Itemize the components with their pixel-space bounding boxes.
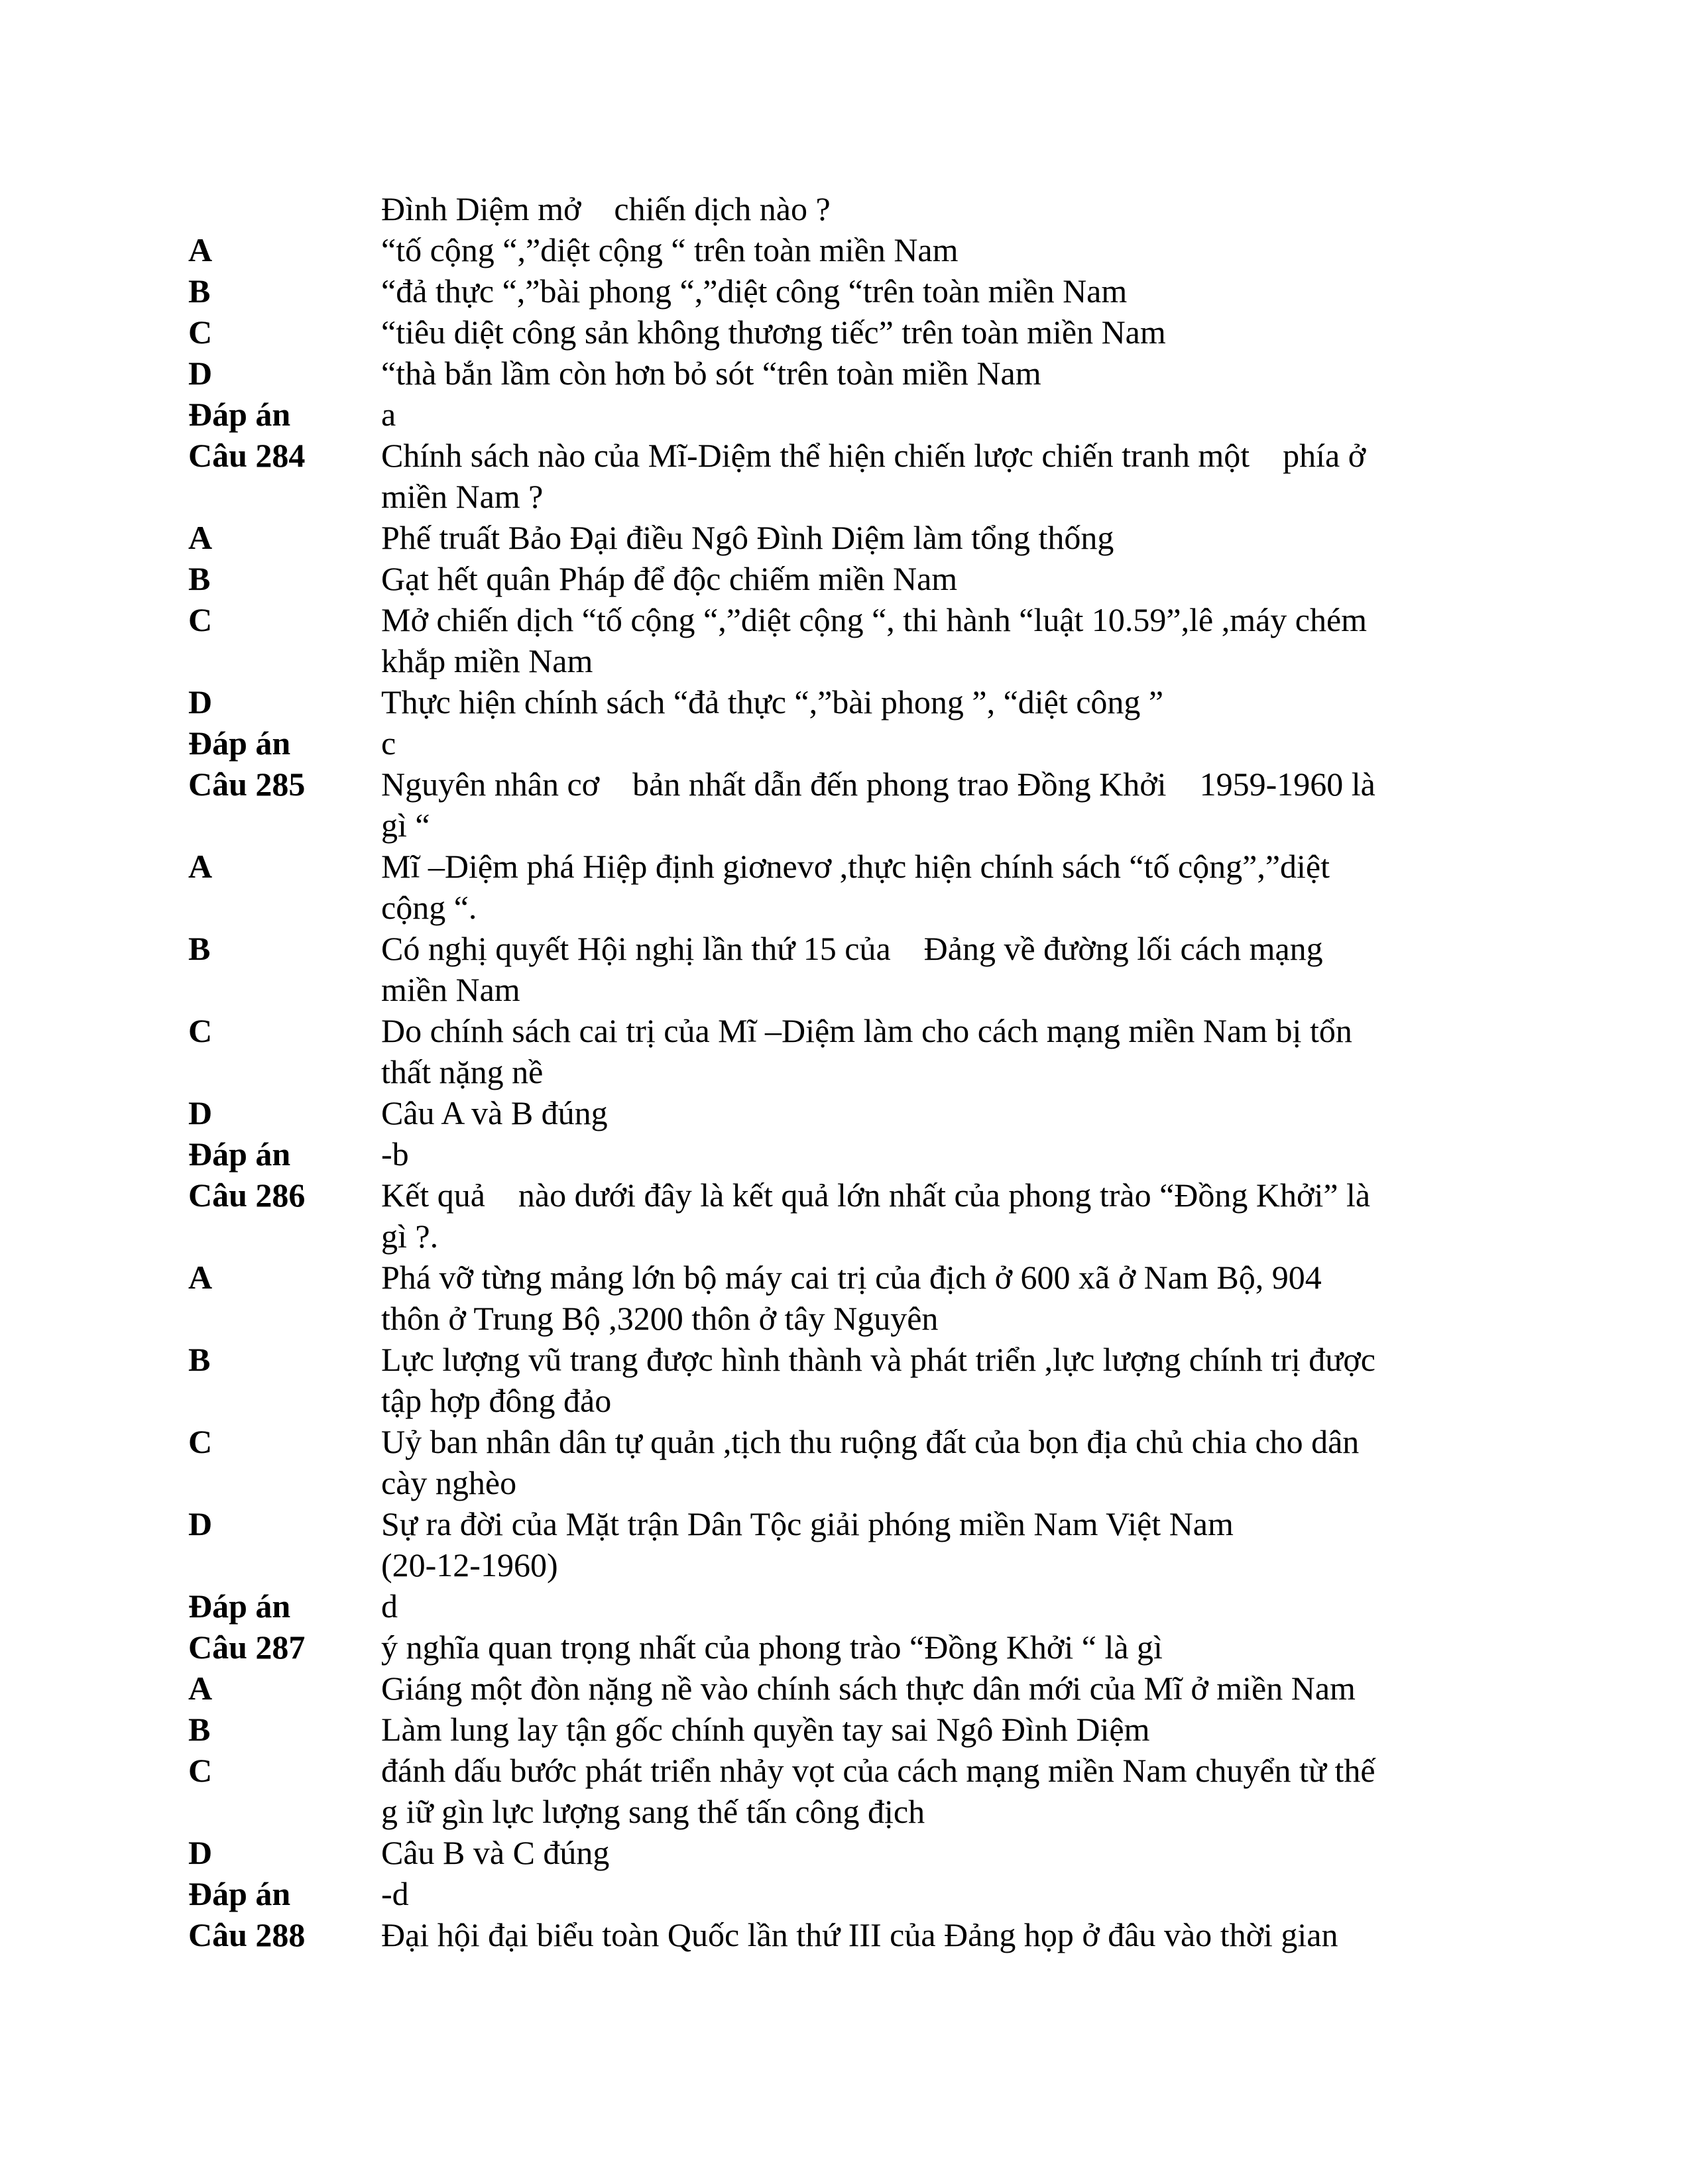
answer-label: Đáp án [188,396,291,433]
row-text: Đình Diệm mở chiến dịch nào ? [381,190,831,227]
option-label: C [188,1423,213,1460]
option-text: Mĩ –Diệm phá Hiệp định giơnevơ ,thực hiện chính sách “tố cộng”,”diệt cộng “. [381,848,1330,926]
question-row [188,1914,1487,1955]
option-text: “thà bắn lầm còn hơn bỏ sót “trên toàn miền Nam [381,355,1041,392]
option-row [188,1339,1487,1421]
question-text: Chính sách nào của Mĩ-Diệm thể hiện chiến lược chiến tranh một phía ở miền Nam ? [381,437,1366,515]
option-text: Phá vỡ từng mảng lớn bộ máy cai trị của địch ở 600 xã ở Nam Bộ, 904 thôn ở Trung Bộ ,3200 thôn ở tây Nguyên [381,1259,1322,1337]
answer-row [188,722,1487,764]
answer-text: a [381,396,396,433]
option-text: Làm lung lay tận gốc chính quyền tay sai Ngô Đình Diệm [381,1711,1150,1748]
option-label: D [188,1094,213,1131]
option-label: B [188,1711,211,1748]
answer-row [188,1585,1487,1627]
option-text: Mở chiến dịch “tố cộng “,”diệt cộng “, thi hành “luật 10.59”,lê ,máy chém khắp miền Nam [381,601,1368,679]
question-label: Câu 284 [188,437,306,474]
answer-row [188,1873,1487,1914]
row-continuation [188,188,1487,229]
answer-label: Đáp án [188,1135,291,1173]
answer-text: -d [381,1875,409,1912]
option-row [188,1092,1487,1133]
option-row [188,1668,1487,1709]
answer-text: -b [381,1135,409,1173]
option-label: C [188,314,213,351]
option-label: C [188,1012,213,1049]
option-row [188,599,1487,681]
question-row [188,435,1487,517]
option-label: D [188,355,213,392]
option-label: B [188,560,211,597]
answer-label: Đáp án [188,724,291,762]
question-text: ý nghĩa quan trọng nhất của phong trào “Đồng Khởi “ là gì [381,1629,1163,1666]
option-text: Câu B và C đúng [381,1834,610,1871]
question-row [188,764,1487,846]
option-row [188,1709,1487,1750]
question-row [188,1627,1487,1668]
option-row [188,229,1487,270]
option-text: Giáng một đòn nặng nề vào chính sách thực dân mới của Mĩ ở miền Nam [381,1670,1356,1707]
answer-label: Đáp án [188,1875,291,1912]
option-text: Do chính sách cai trị của Mĩ –Diệm làm cho cách mạng miền Nam bị tổn thất nặng nề [381,1012,1352,1090]
option-row [188,558,1487,599]
option-label: B [188,930,211,967]
option-row [188,517,1487,558]
option-row [188,1010,1487,1092]
option-row [188,353,1487,394]
question-text: Đại hội đại biểu toàn Quốc lần thứ III của Đảng họp ở đâu vào thời gian [381,1916,1338,1953]
option-text: Uỷ ban nhân dân tự quản ,tịch thu ruộng đất của bọn địa chủ chia cho dân cày nghèo [381,1423,1360,1501]
option-row [188,270,1487,312]
option-row [188,846,1487,928]
option-row [188,928,1487,1010]
option-label: B [188,1341,211,1378]
question-label: Câu 285 [188,766,306,803]
answer-label: Đáp án [188,1587,291,1625]
option-text: “tiêu diệt công sản không thương tiếc” trên toàn miền Nam [381,314,1166,351]
option-label: A [188,1259,213,1296]
option-label: A [188,848,213,885]
option-label: D [188,1505,213,1542]
option-label: D [188,1834,213,1871]
option-text: đánh dấu bước phát triển nhảy vọt của cách mạng miền Nam chuyển từ thế g iữ gìn lực lượng sang thế tấn công địch [381,1752,1375,1830]
option-text: Sự ra đời của Mặt trận Dân Tộc giải phóng miền Nam Việt Nam (20-12-1960) [381,1505,1234,1583]
question-label: Câu 287 [188,1629,306,1666]
option-label: A [188,519,213,556]
option-text: “đả thực “,”bài phong “,”diệt công “trên toàn miền Nam [381,272,1128,310]
option-text: Gạt hết quân Pháp để độc chiếm miền Nam [381,560,958,597]
option-label: C [188,601,213,638]
option-label: D [188,683,213,720]
option-text: Thực hiện chính sách “đả thực “,”bài phong ”, “diệt công ” [381,683,1164,720]
option-text: “tố cộng “,”diệt cộng “ trên toàn miền Nam [381,231,959,268]
option-row [188,1750,1487,1832]
option-text: Phế truất Bảo Đại điều Ngô Đình Diệm làm tổng thống [381,519,1114,556]
option-row [188,1503,1487,1585]
option-row [188,312,1487,353]
option-label: C [188,1752,213,1789]
question-label: Câu 288 [188,1916,306,1953]
question-row [188,1175,1487,1257]
option-text: Có nghị quyết Hội nghị lần thứ 15 của Đảng về đường lối cách mạng miền Nam [381,930,1323,1008]
option-row [188,681,1487,722]
question-label: Câu 286 [188,1177,306,1214]
answer-row [188,394,1487,435]
option-text: Câu A và B đúng [381,1094,608,1131]
question-list [188,188,1487,1955]
option-row [188,1421,1487,1503]
answer-text: c [381,724,396,762]
question-text: Kết quả nào dưới đây là kết quả lớn nhất của phong trào “Đồng Khởi” là gì ?. [381,1177,1371,1255]
option-label: A [188,231,213,268]
option-row [188,1832,1487,1873]
answer-row [188,1133,1487,1175]
option-label: A [188,1670,213,1707]
question-text: Nguyên nhân cơ bản nhất dẫn đến phong trao Đồng Khởi 1959-1960 là gì “ [381,766,1375,844]
answer-text: d [381,1587,398,1625]
option-row [188,1257,1487,1339]
option-text: Lực lượng vũ trang được hình thành và phát triển ,lực lượng chính trị được tập hợp đông đảo [381,1341,1375,1419]
option-label: B [188,272,211,310]
